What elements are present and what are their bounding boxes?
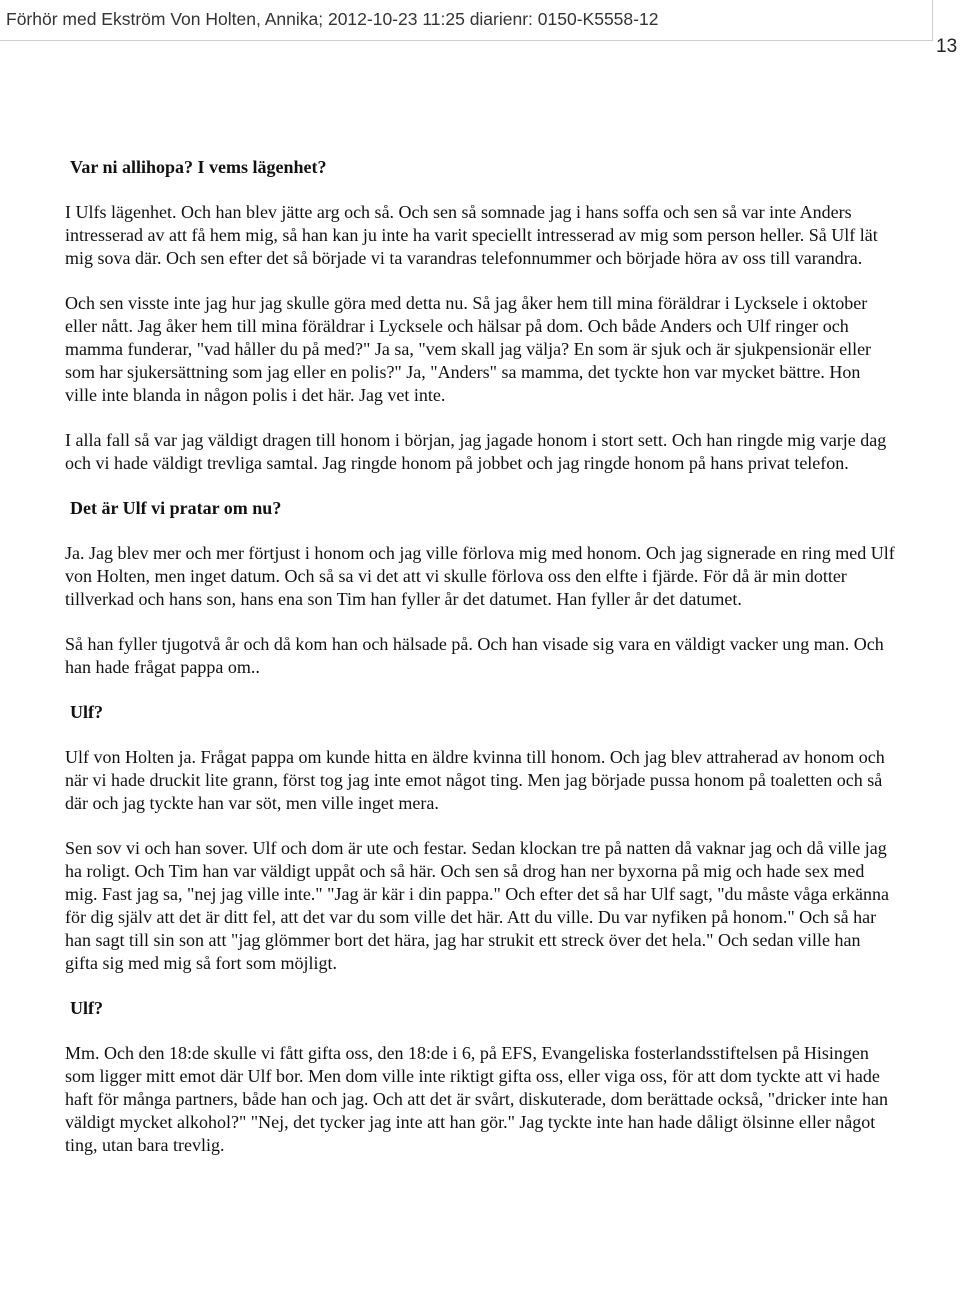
answer-paragraph: Och sen visste inte jag hur jag skulle göra med detta nu. Så jag åker hem till mina föräldrar i Lycksele i oktober eller nått. Jag åker hem till mina föräldrar i Lycksele och hälsar på dom. Och både Anders och Ulf ringer och mamma funderar, "vad håller du på med?" Ja sa, "vem skall jag välja? En som är sjuk och är sjukpensionär eller som har sjukersättning som jag eller en polis?" Ja, "Anders" sa mamma, det tyckte hon var mycket bättre. Hon ville inte blanda in någon polis i det här. Jag vet inte. [65,293,872,405]
answer-paragraph: Så han fyller tjugotvå år och då kom han och hälsade på. Och han visade sig vara en väldigt vacker ung man. Och han hade frågat pappa om.. [65,634,884,677]
transcript-body [65,156,895,1179]
question-paragraph: Ulf? [70,702,103,722]
question-paragraph: Var ni allihopa? I vems lägenhet? [70,157,327,177]
header-text: Förhör med Ekström Von Holten, Annika; 2012-10-23 11:25 diarienr: 0150-K5558-12 [6,9,659,29]
answer-paragraph: Mm. Och den 18:de skulle vi fått gifta oss, den 18:de i 6, på EFS, Evangeliska fosterlandsstiftelsen på Hisingen som ligger mitt emot där Ulf bor. Men dom ville inte riktigt gifta oss, eller viga oss, för att dom tyckte att vi hade haft för många partners, både han och jag. Och att det är svårt, diskuterade, dom berättade också, "dricker inte han väldigt mycket alkohol?" "Nej, det tycker jag inte att han gör." Jag tyckte inte han hade dåligt ölsinne eller något ting, utan bara trevlig. [65,1043,889,1155]
answer-paragraph: Ja. Jag blev mer och mer förtjust i honom och jag ville förlova mig med honom. Och jag signerade en ring med Ulf von Holten, men inget datum. Och så sa vi det att vi skulle förlova oss den elfte i fjärde. För då är min dotter tillverkad och hans son, hans ena son Tim han fyller år det datumet. Han fyller år det datumet. [65,543,895,609]
answer-paragraph: Sen sov vi och han sover. Ulf och dom är ute och festar. Sedan klockan tre på natten då vaknar jag och då ville jag ha roligt. Och Tim han var väldigt uppåt och så här. Och sen så drog han ner byxorna på mig och hade sex med mig. Fast jag sa, "nej jag ville inte." "Jag är kär i din pappa." Och efter det så har Ulf sagt, "du måste våga erkänna för dig själv att det är ditt fel, att det var du som ville det här. Att du ville. Du var nyfiken på honom." Och så har han sagt till sin son att "jag glömmer bort det hära, jag har strukit ett streck över det hela." Och sedan ville han gifta sig med mig så fort som möjligt. [65,838,889,973]
page-number: 13 [936,36,958,57]
answer-paragraph: I Ulfs lägenhet. Och han blev jätte arg och så. Och sen så somnade jag i hans soffa och sen så var inte Anders intresserad av att få hem mig, så han kan ju inte ha varit speciellt intresserad av mig som person heller. Så Ulf lät mig sova där. Och sen efter det så började vi ta varandras telefonnummer och började höra av oss till varandra. [65,202,878,268]
answer-paragraph: Ulf von Holten ja. Frågat pappa om kunde hitta en äldre kvinna till honom. Och jag blev attraherad av honom och när vi hade druckit lite grann, först tog jag inte emot något ting. Men jag började pussa honom på toaletten och så där och jag tyckte han var söt, men ville inget mera. [65,747,885,813]
document-header [0,0,933,41]
question-paragraph: Ulf? [70,998,103,1018]
question-paragraph: Det är Ulf vi pratar om nu? [70,498,282,518]
answer-paragraph: I alla fall så var jag väldigt dragen till honom i början, jag jagade honom i stort sett. Och han ringde mig varje dag och vi hade väldigt trevliga samtal. Jag ringde honom på jobbet och jag ringde honom på hans privat telefon. [65,430,887,473]
